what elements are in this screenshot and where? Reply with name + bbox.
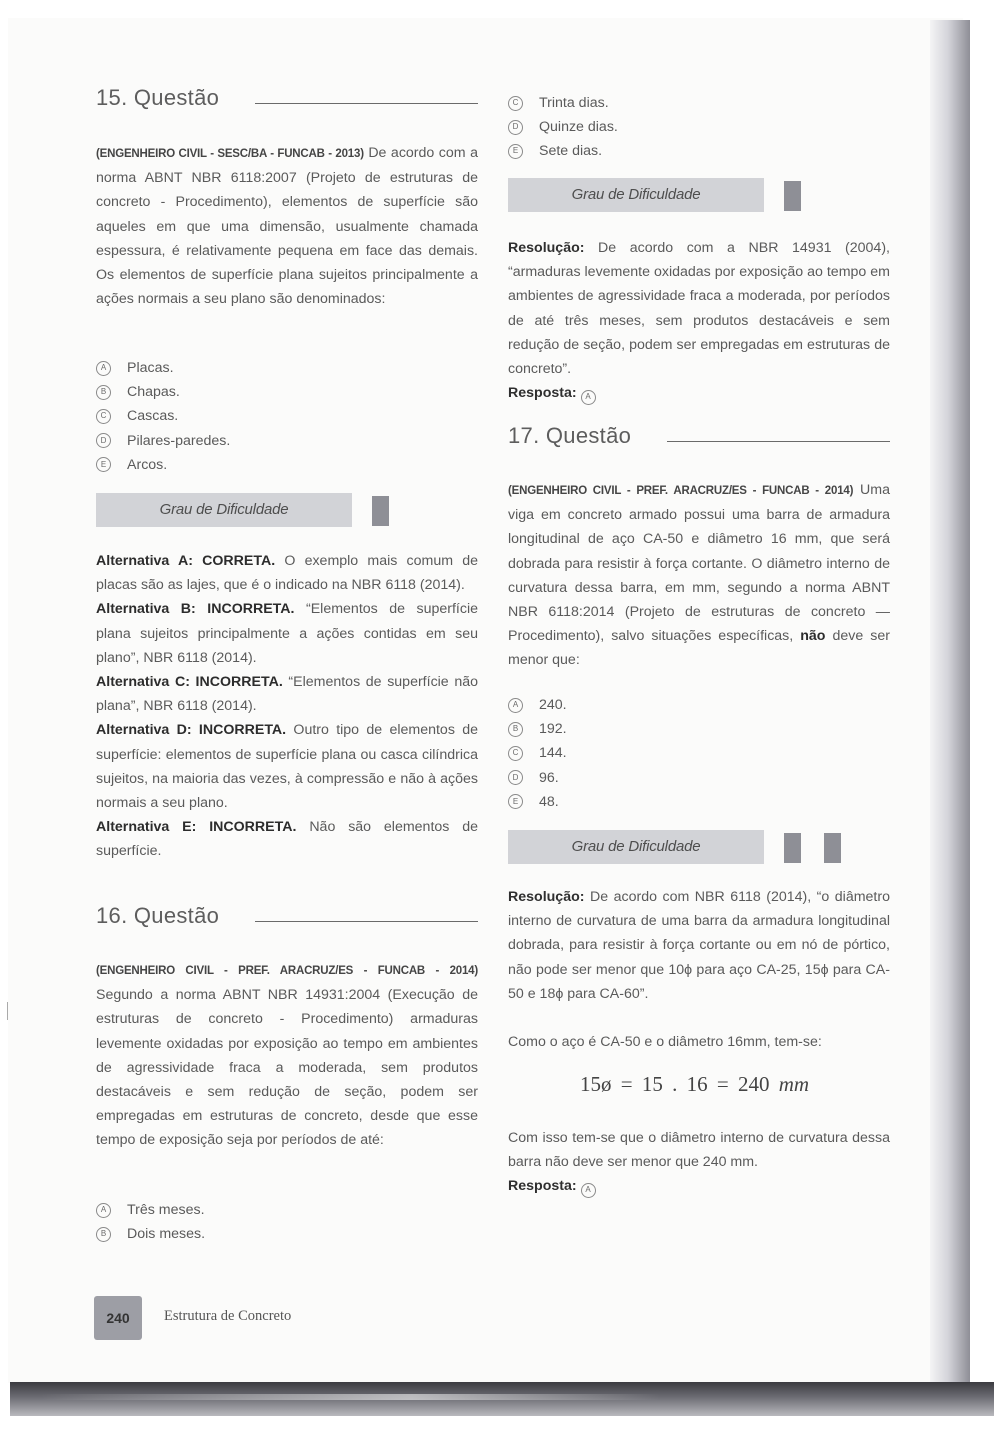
question-17-note: Como o aço é CA-50 e o diâmetro 16mm, tem-se:	[508, 1034, 822, 1050]
page-edge-shadow	[930, 20, 970, 1385]
option-a[interactable]	[508, 693, 890, 717]
question-17-conclusion: Com isso tem-se que o diâmetro interno de curvatura dessa barra não deve ser menor que 240 mm. Resposta: A	[508, 1126, 890, 1199]
resolution-label: Resolução:	[508, 889, 585, 905]
question-16-source: (ENGENHEIRO CIVIL - PREF. ARACRUZ/ES - FUNCAB - 2014)	[96, 965, 478, 977]
option-c[interactable]	[96, 404, 478, 428]
option-letter-circle: A	[508, 698, 523, 713]
difficulty-level-marker	[784, 181, 801, 211]
resolution-text: De acordo com a NBR 14931 (2004), “armaduras levemente oxidadas por exposição ao tempo em ambientes de agressividade fraca a moderada, por períodos de até três meses, sem produtos destacáveis e sem redução de seção, podem ser empregadas em estruturas de concreto”.	[508, 240, 890, 378]
resolution-text: De acordo com NBR 6118 (2014), “o diâmetro interno de curvatura de uma barra da armadura longitudinal dobrada, para resistir à força cortante ou em nó de pórtico, não pode ser menor que 10ϕ para aço CA-25, 15ϕ para CA-50 e 18ϕ para CA-60”.	[508, 889, 890, 1002]
difficulty-label: Grau de Dificuldade	[508, 830, 764, 864]
emphasis-not: não	[800, 628, 826, 645]
question-16-statement	[96, 958, 478, 1153]
option-d[interactable]	[508, 766, 890, 790]
scanner-bottom-edge	[10, 1382, 994, 1416]
difficulty-level-marker	[784, 833, 801, 863]
option-text: 192.	[539, 721, 567, 738]
difficulty-indicator-16	[508, 178, 890, 212]
question-15-statement	[96, 141, 478, 311]
answer-label: Resposta:	[508, 385, 577, 402]
question-15-title: 15. Questão	[96, 85, 220, 110]
answer-item: Alternativa A: CORRETA. O exemplo mais comum de placas são as lajes, que é o indicado na NBR 6118 (2014).	[96, 553, 478, 594]
option-text: 96.	[539, 769, 559, 786]
option-c[interactable]	[508, 741, 890, 765]
question-15-source: (ENGENHEIRO CIVIL - SESC/BA - FUNCAB - 2013)	[96, 148, 364, 160]
answer-letter-circle: A	[581, 1183, 596, 1198]
question-16-text: Segundo a norma ABNT NBR 14931:2004 (Execução de estruturas de concreto - Procedimento) armaduras levemente oxidadas por exposição ao tempo em ambientes de agressividade fraca a moderada, sem produtos destacáveis e sem redução de seção, podem ser empregadas em estruturas de concreto, desde que esse tempo de exposição seja por períodos de até:	[96, 987, 478, 1149]
option-e[interactable]	[508, 139, 890, 163]
answer-item: Alternativa D: INCORRETA. Outro tipo de elementos de superfície: elementos de superfície plana ou casca cilíndrica sujeitos, na maioria das vezes, à compressão e não à ações normais a seu plano.	[96, 722, 478, 812]
option-letter-circle: D	[508, 120, 523, 135]
option-letter-circle: B	[96, 1227, 111, 1242]
option-letter-circle: C	[508, 96, 523, 111]
answer-letter-circle: A	[581, 390, 596, 405]
option-letter-circle: D	[508, 770, 523, 785]
option-text: Dois meses.	[127, 1226, 206, 1243]
option-text: Sete dias.	[539, 143, 603, 160]
option-d[interactable]	[96, 429, 478, 453]
option-text: Trinta dias.	[539, 95, 609, 111]
option-text: Cascas.	[127, 408, 179, 425]
question-15-options	[96, 356, 478, 477]
question-17-options	[508, 693, 890, 814]
question-16-options-first	[96, 1198, 478, 1246]
option-letter-circle: E	[508, 144, 523, 159]
option-b[interactable]	[96, 380, 478, 404]
answer-item: Alternativa E: INCORRETA. Não são elementos de superfície.	[96, 819, 479, 860]
option-letter-circle: C	[508, 746, 523, 761]
option-text: Pilares-paredes.	[127, 432, 231, 449]
heading-rule	[255, 103, 478, 104]
option-d[interactable]	[508, 115, 890, 139]
question-17-statement: (ENGENHEIRO CIVIL - PREF. ARACRUZ/ES - FUNCAB - 2014) Uma viga em concreto armado possui uma barra de armadura longitudinal de aço CA-50 e diâmetro 16 mm, que será dobrada para resistir à força cortante. O diâmetro interno de curvatura dessa barra, em mm, segundo a norma ABNT NBR 6118:2014 (Projeto de estruturas de concreto — Procedimento), salvo situações específicas, não deve ser menor que:	[508, 482, 890, 669]
option-text: 144.	[539, 745, 567, 762]
heading-rule	[667, 441, 890, 442]
option-text: Placas.	[127, 360, 174, 376]
question-16-heading	[96, 904, 478, 928]
book-title: Estrutura de Concreto	[164, 1308, 292, 1324]
page-number: 240	[94, 1296, 142, 1340]
answer-item: Alternativa C: INCORRETA. “Elementos de superfície não plana”, NBR 6118 (2014).	[96, 674, 478, 715]
option-letter-circle: B	[508, 722, 523, 737]
option-text: Arcos.	[127, 456, 168, 473]
question-16-resolution	[508, 236, 890, 405]
option-letter-circle: E	[96, 457, 111, 472]
difficulty-label: Grau de Dificuldade	[508, 178, 764, 212]
option-e[interactable]	[508, 790, 890, 814]
question-15-answers	[96, 549, 478, 864]
question-15-heading	[96, 86, 478, 110]
difficulty-indicator-15	[96, 493, 478, 527]
question-17-resolution	[508, 885, 890, 1006]
scan-mark	[7, 1002, 8, 1020]
question-15-text: De acordo com a norma ABNT NBR 6118:2007 (Projeto de estruturas de concreto - Procedimento), elementos de superfície são aqueles em que uma dimensão, usualmente chamada espessura, é relativamente pequena em face das demais. Os elementos de superfície plana sujeitos principalmente a ações normais a seu plano são denominados:	[96, 145, 478, 308]
option-text: 48.	[539, 793, 559, 810]
option-letter-circle: D	[96, 433, 111, 448]
formula: 15ø = 15 . 16 = 240 mm	[580, 1072, 810, 1096]
option-letter-circle: A	[96, 1203, 111, 1218]
answer-label: Resposta:	[508, 1178, 577, 1195]
answer-item: Alternativa B: INCORRETA. “Elementos de superfície plana sujeitos principalmente a ações contidas em seu plano”, NBR 6118 (2014).	[96, 601, 478, 666]
option-letter-circle: A	[96, 361, 111, 376]
question-16-options-rest	[508, 91, 890, 164]
option-b[interactable]	[96, 1222, 478, 1246]
difficulty-label: Grau de Dificuldade	[96, 493, 352, 527]
option-b[interactable]	[508, 717, 890, 741]
resolution-label: Resolução:	[508, 240, 585, 256]
difficulty-level-marker	[824, 833, 841, 863]
question-17-title: 17. Questão	[508, 423, 632, 448]
option-letter-circle: C	[96, 409, 111, 424]
question-16-title: 16. Questão	[96, 903, 220, 928]
difficulty-level-marker	[372, 496, 389, 526]
option-text: Quinze dias.	[539, 119, 618, 136]
option-letter-circle: B	[96, 385, 111, 400]
heading-rule	[255, 921, 478, 922]
question-17-source: (ENGENHEIRO CIVIL - PREF. ARACRUZ/ES - FUNCAB - 2014)	[508, 485, 854, 497]
option-a[interactable]	[96, 356, 478, 380]
option-letter-circle: E	[508, 794, 523, 809]
option-a[interactable]	[96, 1198, 478, 1222]
option-e[interactable]	[96, 453, 478, 477]
difficulty-indicator-17	[508, 830, 890, 864]
question-17-heading	[508, 424, 890, 448]
option-text: Três meses.	[127, 1202, 205, 1218]
option-text: 240.	[539, 697, 567, 713]
option-c[interactable]	[508, 91, 890, 115]
option-text: Chapas.	[127, 384, 180, 401]
